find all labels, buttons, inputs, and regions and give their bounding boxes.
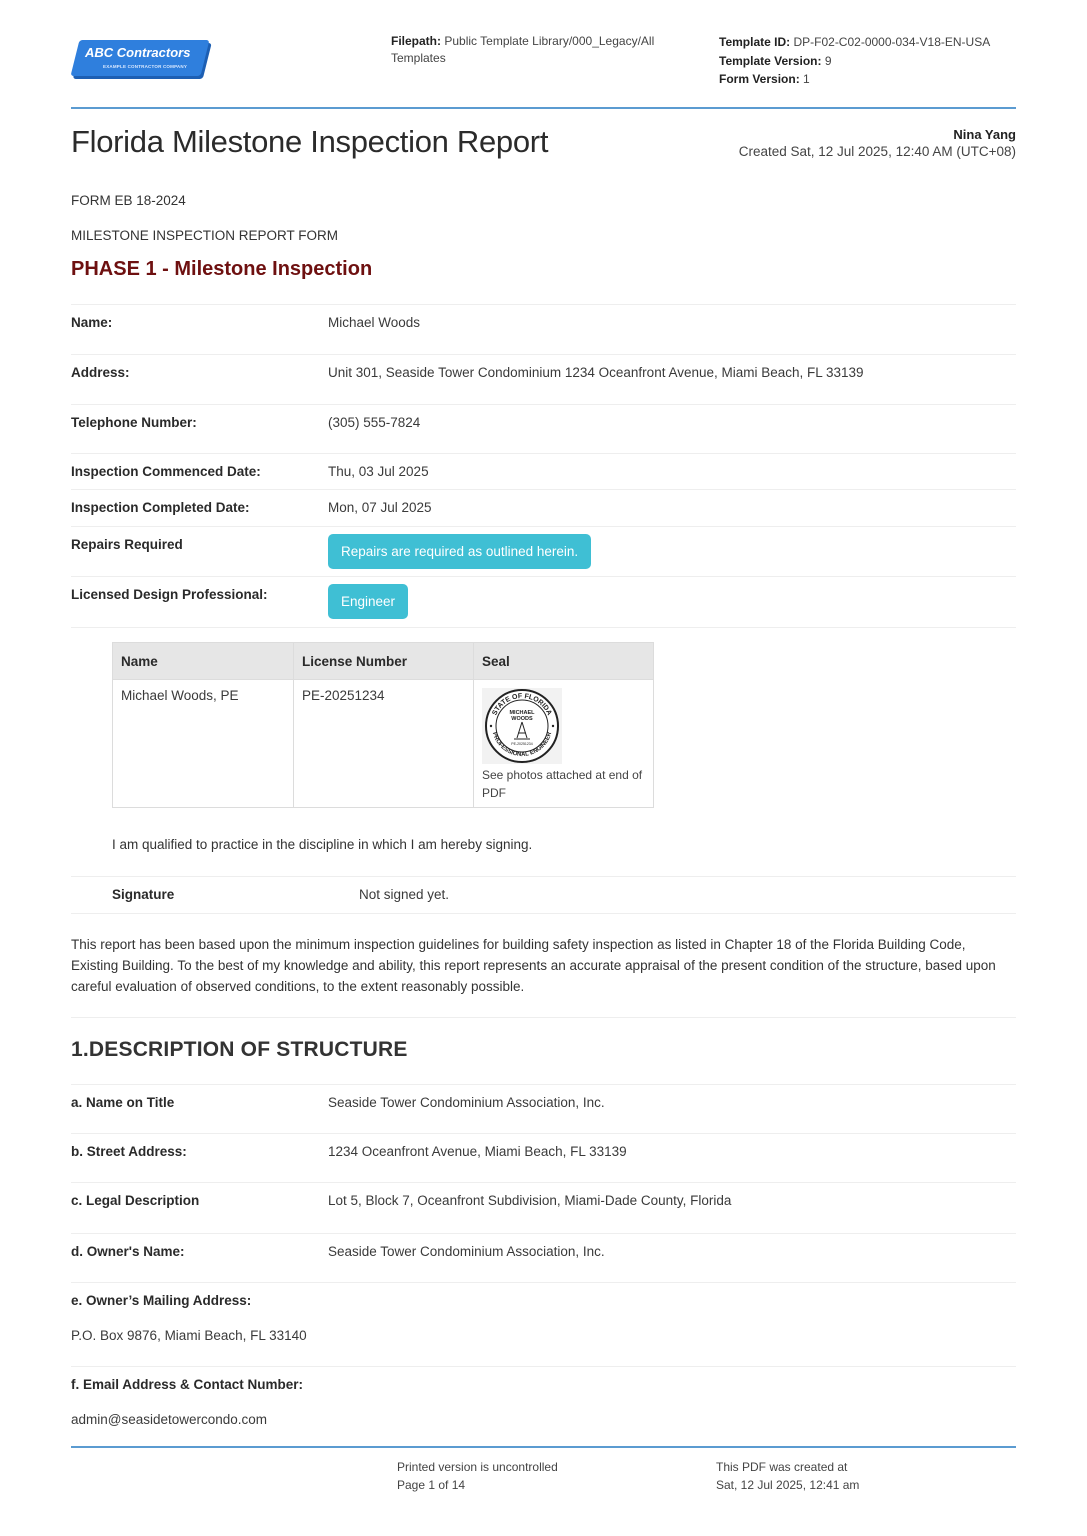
header-divider bbox=[71, 107, 1016, 109]
cell-name: Michael Woods, PE bbox=[113, 680, 294, 808]
filepath-value: Public Template Library/000_Legacy/All Templates bbox=[391, 34, 655, 65]
professional-table bbox=[112, 642, 654, 808]
field-label: f. Email Address & Contact Number: bbox=[71, 1377, 304, 1392]
template-version-value: 9 bbox=[824, 53, 832, 68]
template-id bbox=[719, 33, 1019, 52]
phase-heading: PHASE 1 - Milestone Inspection bbox=[71, 258, 373, 280]
form-name: MILESTONE INSPECTION REPORT FORM bbox=[71, 228, 339, 243]
form-version-label: Form Version: bbox=[719, 72, 800, 86]
divider bbox=[71, 913, 1016, 914]
field-row-mailing-address bbox=[71, 1282, 1016, 1366]
filepath-label: Filepath: bbox=[391, 34, 441, 48]
field-row-repairs-required bbox=[71, 526, 1016, 576]
company-logo bbox=[71, 40, 209, 78]
professional-type-badge: Engineer bbox=[328, 584, 408, 619]
author-block bbox=[739, 126, 1016, 160]
field-row-address bbox=[71, 354, 1016, 404]
field-row-telephone bbox=[71, 404, 1016, 453]
filepath-info bbox=[391, 33, 691, 67]
template-version bbox=[719, 52, 1019, 71]
template-version-label: Template Version: bbox=[719, 53, 822, 68]
field-row-completed-date bbox=[71, 489, 1016, 526]
table-header-row bbox=[113, 643, 654, 680]
logo-subtitle: EXAMPLE CONTRACTOR COMPANY bbox=[103, 64, 188, 69]
section-heading: 1.DESCRIPTION OF STRUCTURE bbox=[71, 1038, 408, 1061]
template-id-label: Template ID: bbox=[719, 35, 791, 49]
svg-text:PE-20251234: PE-20251234 bbox=[511, 742, 533, 746]
cell-seal bbox=[474, 680, 654, 808]
signature-value[interactable]: Not signed yet. bbox=[359, 887, 450, 902]
form-version-value: 1 bbox=[803, 72, 810, 86]
field-label: Address: bbox=[71, 365, 130, 380]
svg-text:PROFESSIONAL ENGINEER: PROFESSIONAL ENGINEER bbox=[490, 731, 554, 759]
field-label: Name: bbox=[71, 315, 113, 330]
field-value: Michael Woods bbox=[328, 315, 421, 330]
divider bbox=[71, 1017, 1016, 1018]
field-label: a. Name on Title bbox=[71, 1095, 175, 1110]
svg-text:MICHAEL: MICHAEL bbox=[509, 710, 535, 716]
cell-license: PE-20251234 bbox=[294, 680, 474, 808]
field-label: Inspection Commenced Date: bbox=[71, 464, 261, 479]
field-row-commenced-date bbox=[71, 453, 1016, 489]
signature-label: Signature bbox=[112, 887, 175, 902]
created-timestamp: Created Sat, 12 Jul 2025, 12:40 AM (UTC+08) bbox=[738, 144, 1016, 159]
pdf-created-label: This PDF was created at bbox=[716, 1460, 848, 1474]
seal-note: See photos attached at end of PDF bbox=[482, 768, 643, 800]
column-header-seal: Seal bbox=[474, 643, 654, 680]
field-label: Licensed Design Professional: bbox=[71, 587, 268, 602]
mailing-address-link[interactable]: P.O. Box 9876, Miami Beach, FL 33140 bbox=[71, 1328, 307, 1343]
qualification-statement: I am qualified to practice in the discipline in which I am hereby signing. bbox=[112, 837, 533, 852]
page-title: Florida Milestone Inspection Report bbox=[71, 124, 549, 159]
author-name: Nina Yang bbox=[953, 127, 1016, 142]
column-header-name: Name bbox=[113, 643, 294, 680]
field-label: c. Legal Description bbox=[71, 1193, 200, 1208]
field-row-contact bbox=[71, 1366, 1016, 1446]
field-value: Thu, 03 Jul 2025 bbox=[328, 464, 429, 479]
field-row-legal-description bbox=[71, 1182, 1016, 1233]
form-code: FORM EB 18-2024 bbox=[71, 193, 186, 208]
field-label: b. Street Address: bbox=[71, 1144, 187, 1159]
field-row-name-on-title bbox=[71, 1084, 1016, 1133]
template-id-value: DP-F02-C02-0000-034-V18-EN-USA bbox=[793, 35, 991, 49]
field-value: Seaside Tower Condominium Association, Inc. bbox=[328, 1244, 605, 1259]
field-label: e. Owner’s Mailing Address: bbox=[71, 1293, 252, 1308]
uncontrolled-notice: Printed version is uncontrolled bbox=[397, 1460, 558, 1474]
field-label: Repairs Required bbox=[71, 537, 183, 552]
footer-divider bbox=[71, 1446, 1016, 1448]
field-value: (305) 555-7824 bbox=[328, 415, 421, 430]
form-version bbox=[719, 70, 1019, 89]
contact-email: admin@seasidetowercondo.com bbox=[71, 1412, 268, 1427]
logo-title: ABC Contractors bbox=[85, 45, 191, 60]
page-number: Page 1 of 14 bbox=[397, 1478, 466, 1492]
pdf-created-value: Sat, 12 Jul 2025, 12:41 am bbox=[716, 1478, 860, 1492]
template-info bbox=[719, 33, 1019, 89]
field-row-design-professional bbox=[71, 576, 1016, 627]
table-row bbox=[113, 680, 654, 808]
field-value: Lot 5, Block 7, Oceanfront Subdivision, Miami-Dade County, Florida bbox=[328, 1193, 732, 1208]
field-label: Telephone Number: bbox=[71, 415, 197, 430]
svg-text:WOODS: WOODS bbox=[511, 716, 533, 722]
engineer-seal-image[interactable] bbox=[482, 688, 562, 764]
footer-print-info bbox=[397, 1458, 558, 1494]
field-value: Unit 301, Seaside Tower Condominium 1234 Oceanfront Avenue, Miami Beach, FL 33139 bbox=[328, 365, 864, 380]
engineer-seal-icon bbox=[482, 688, 562, 764]
field-label: Inspection Completed Date: bbox=[71, 500, 250, 515]
field-value: 1234 Oceanfront Avenue, Miami Beach, FL 33139 bbox=[328, 1144, 627, 1159]
footer-created-info bbox=[716, 1458, 859, 1494]
field-row-owner-name bbox=[71, 1233, 1016, 1282]
signature-row bbox=[71, 876, 1016, 914]
svg-text:STATE OF FLORIDA: STATE OF FLORIDA bbox=[491, 692, 553, 717]
field-row-street-address bbox=[71, 1133, 1016, 1182]
field-label: d. Owner's Name: bbox=[71, 1244, 185, 1259]
divider bbox=[71, 627, 1016, 628]
repairs-status-badge: Repairs are required as outlined herein. bbox=[328, 534, 591, 569]
field-value: Mon, 07 Jul 2025 bbox=[328, 500, 432, 515]
field-row-name bbox=[71, 304, 1016, 354]
page-header bbox=[71, 0, 1016, 108]
inspection-statement: This report has been based upon the minimum inspection guidelines for building safety inspection as listed in Chapter 18 of the Florida Building Code, Existing Building. To the best of my knowledge and ability, this report represents an accurate appraisal of the present condition of the structure, based upon careful evaluation of observed conditions, to the extent reasonably possible. bbox=[71, 937, 996, 994]
column-header-license: License Number bbox=[294, 643, 474, 680]
field-value: Seaside Tower Condominium Association, Inc. bbox=[328, 1095, 605, 1110]
